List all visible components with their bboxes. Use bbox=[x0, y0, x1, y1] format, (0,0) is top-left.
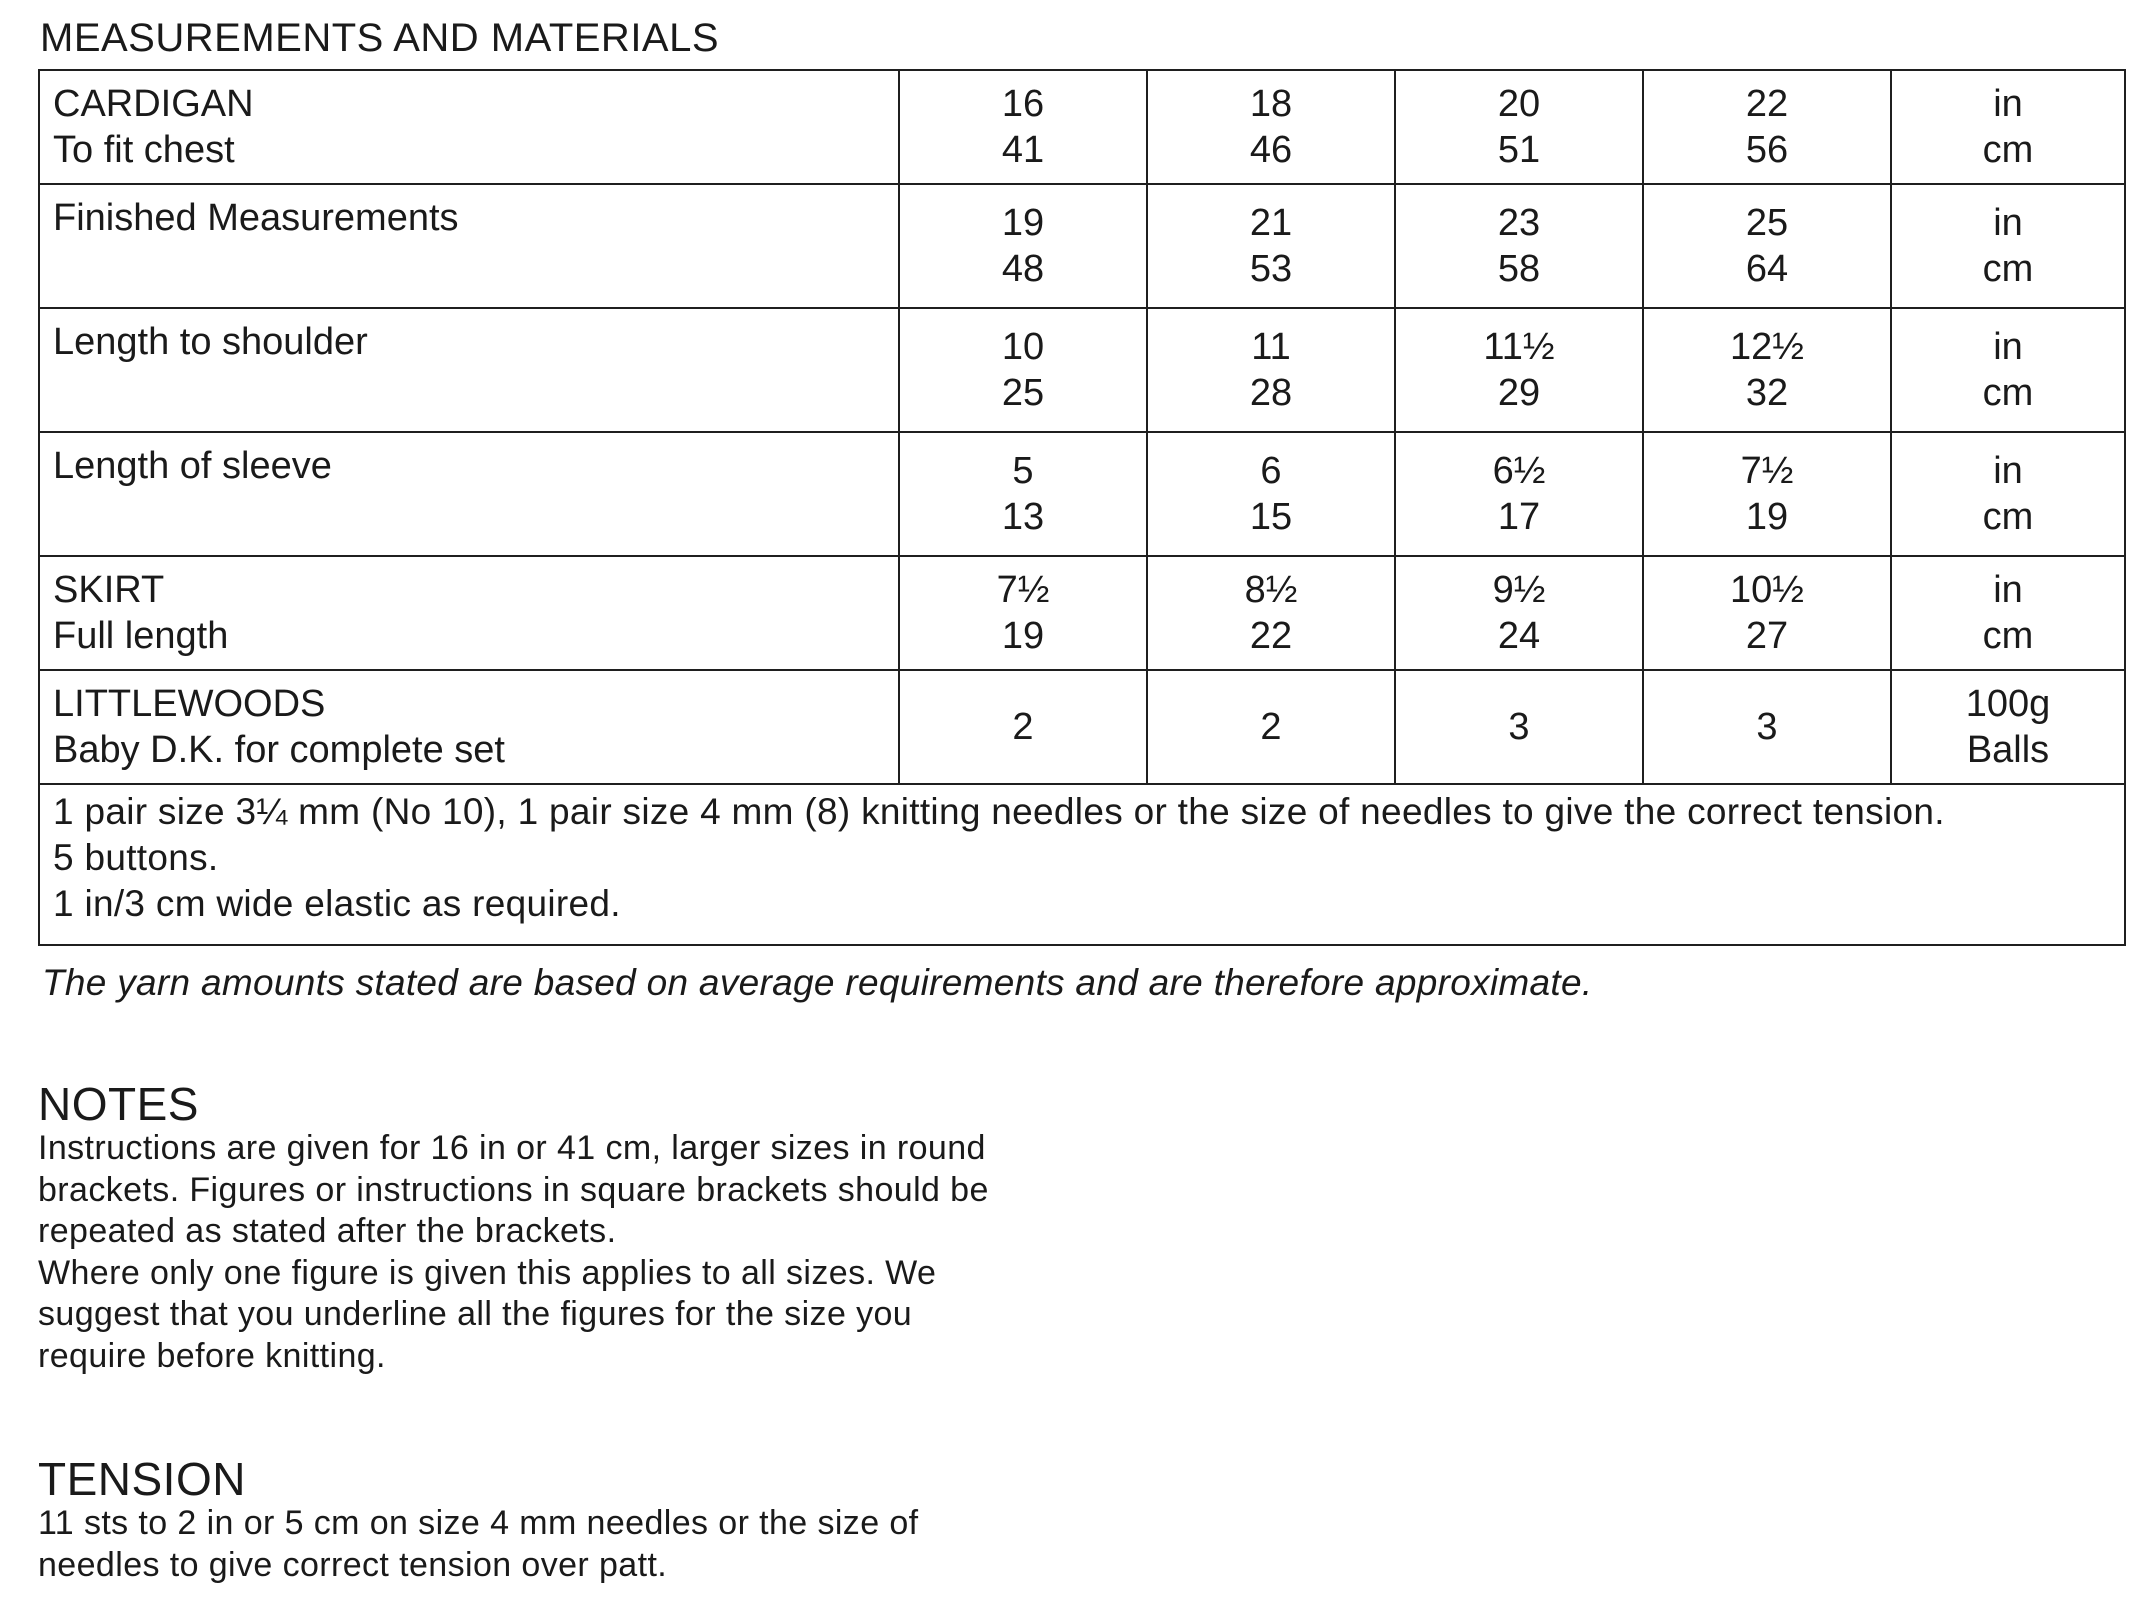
notes-line: brackets. Figures or instructions in square brackets should be bbox=[38, 1170, 989, 1209]
unit-line: cm bbox=[1982, 248, 2034, 290]
value-balls: 3 bbox=[1508, 706, 1530, 748]
value-in: 9½ bbox=[1492, 569, 1546, 611]
materials-cell bbox=[39, 784, 2125, 945]
unit-line: in bbox=[1993, 202, 2023, 244]
notes-line: Instructions are given for 16 in or 41 cm, larger sizes in round bbox=[38, 1129, 986, 1167]
row-label bbox=[39, 432, 899, 556]
value-cm: 41 bbox=[1001, 129, 1045, 171]
notes-heading: NOTES bbox=[38, 1078, 199, 1130]
value-in: 5 bbox=[1012, 450, 1034, 492]
value-cm: 28 bbox=[1249, 372, 1293, 414]
tension-heading: TENSION bbox=[38, 1453, 246, 1505]
value-balls: 3 bbox=[1756, 706, 1778, 748]
value-cm: 22 bbox=[1249, 615, 1293, 657]
size-cell bbox=[1147, 308, 1395, 432]
notes-line: repeated as stated after the brackets. bbox=[38, 1212, 617, 1250]
row-label bbox=[39, 70, 899, 184]
value-in: 16 bbox=[1001, 83, 1045, 125]
size-cell bbox=[899, 308, 1147, 432]
table-row-length-of-sleeve bbox=[39, 432, 2125, 556]
notes-line: suggest that you underline all the figures for the size you bbox=[38, 1295, 913, 1333]
unit-line: in bbox=[1993, 569, 2023, 611]
measurements-table bbox=[38, 69, 2126, 946]
value-in: 11 bbox=[1251, 326, 1291, 368]
value-cm: 17 bbox=[1497, 496, 1541, 538]
size-cell bbox=[1147, 70, 1395, 184]
materials-line: 1 in/3 cm wide elastic as required. bbox=[53, 883, 621, 924]
size-cell bbox=[1643, 556, 1891, 670]
value-cm: 13 bbox=[1001, 496, 1045, 538]
row-label bbox=[39, 670, 899, 784]
value-in: 20 bbox=[1497, 83, 1541, 125]
table-row-yarn bbox=[39, 670, 2125, 784]
value-in: 6 bbox=[1260, 450, 1282, 492]
value-in: 21 bbox=[1249, 202, 1293, 244]
size-cell bbox=[1147, 184, 1395, 308]
unit-line: 100g bbox=[1965, 683, 2051, 725]
value-in: 19 bbox=[1001, 202, 1045, 244]
value-in: 23 bbox=[1497, 202, 1541, 244]
unit-cell bbox=[1891, 556, 2125, 670]
size-cell bbox=[1395, 70, 1643, 184]
unit-cell bbox=[1891, 70, 2125, 184]
notes-line: Where only one figure is given this applies to all sizes. We bbox=[38, 1253, 937, 1292]
value-in: 7½ bbox=[1740, 450, 1794, 492]
table-row-skirt bbox=[39, 556, 2125, 670]
unit-line: in bbox=[1993, 450, 2023, 492]
size-cell bbox=[1643, 670, 1891, 784]
value-cm: 29 bbox=[1497, 372, 1541, 414]
value-in: 10½ bbox=[1730, 569, 1804, 611]
tension-line: 11 sts to 2 in or 5 cm on size 4 mm needles or the size of bbox=[38, 1504, 919, 1542]
value-cm: 32 bbox=[1745, 372, 1789, 414]
size-cell bbox=[1147, 432, 1395, 556]
size-cell bbox=[1643, 308, 1891, 432]
table-row-finished-measurements bbox=[39, 184, 2125, 308]
value-in: 22 bbox=[1745, 83, 1789, 125]
value-in: 6½ bbox=[1492, 450, 1546, 492]
value-cm: 64 bbox=[1745, 248, 1789, 290]
value-cm: 53 bbox=[1249, 248, 1293, 290]
materials-line: 5 buttons. bbox=[53, 837, 219, 878]
size-cell bbox=[899, 70, 1147, 184]
unit-cell bbox=[1891, 184, 2125, 308]
unit-cell bbox=[1891, 432, 2125, 556]
size-cell bbox=[1147, 556, 1395, 670]
unit-line: Balls bbox=[1966, 729, 2050, 771]
size-cell bbox=[1643, 70, 1891, 184]
notes-body bbox=[38, 1128, 1098, 1377]
row-label-line: Length to shoulder bbox=[53, 321, 368, 363]
row-label-line: Full length bbox=[53, 615, 229, 657]
row-label-line: Length of sleeve bbox=[53, 445, 332, 487]
value-cm: 19 bbox=[1745, 496, 1789, 538]
value-cm: 19 bbox=[1001, 615, 1045, 657]
value-cm: 46 bbox=[1249, 129, 1293, 171]
value-cm: 56 bbox=[1745, 129, 1789, 171]
unit-cell bbox=[1891, 308, 2125, 432]
size-cell bbox=[1395, 308, 1643, 432]
value-cm: 24 bbox=[1497, 615, 1541, 657]
yarn-note: The yarn amounts stated are based on average requirements and are therefore approximate. bbox=[42, 962, 1593, 1003]
size-cell bbox=[1395, 556, 1643, 670]
value-balls: 2 bbox=[1012, 706, 1034, 748]
table-row-cardigan bbox=[39, 70, 2125, 184]
value-cm: 25 bbox=[1001, 372, 1045, 414]
size-cell bbox=[899, 432, 1147, 556]
row-label-line: To fit chest bbox=[53, 129, 235, 171]
row-label-line: Finished Measurements bbox=[53, 197, 459, 239]
tension-body bbox=[38, 1503, 1098, 1586]
value-balls: 2 bbox=[1260, 706, 1282, 748]
table-row-materials bbox=[39, 784, 2125, 945]
unit-line: cm bbox=[1982, 372, 2034, 414]
unit-line: in bbox=[1993, 326, 2023, 368]
value-cm: 27 bbox=[1745, 615, 1789, 657]
page-title: MEASUREMENTS AND MATERIALS bbox=[40, 16, 720, 60]
unit-line: in bbox=[1993, 83, 2023, 125]
size-cell bbox=[1395, 184, 1643, 308]
notes-line: require before knitting. bbox=[38, 1336, 386, 1375]
value-cm: 51 bbox=[1497, 129, 1541, 171]
row-label bbox=[39, 556, 899, 670]
row-label-line: LITTLEWOODS bbox=[53, 683, 326, 725]
value-in: 25 bbox=[1745, 202, 1789, 244]
size-cell bbox=[1395, 432, 1643, 556]
row-label bbox=[39, 308, 899, 432]
size-cell bbox=[899, 670, 1147, 784]
unit-line: cm bbox=[1982, 129, 2034, 171]
size-cell bbox=[1643, 184, 1891, 308]
row-label-line: Baby D.K. for complete set bbox=[53, 729, 505, 771]
size-cell bbox=[899, 184, 1147, 308]
materials-line: 1 pair size 3¼ mm (No 10), 1 pair size 4 mm (8) knitting needles or the size of needles to give the correct tension. bbox=[53, 791, 1945, 832]
tension-line: needles to give correct tension over patt. bbox=[38, 1545, 668, 1584]
value-in: 18 bbox=[1249, 83, 1293, 125]
unit-line: cm bbox=[1982, 615, 2034, 657]
value-cm: 48 bbox=[1001, 248, 1045, 290]
row-label bbox=[39, 184, 899, 308]
value-in: 12½ bbox=[1730, 326, 1804, 368]
table-row-length-to-shoulder bbox=[39, 308, 2125, 432]
size-cell bbox=[899, 556, 1147, 670]
value-cm: 15 bbox=[1249, 496, 1293, 538]
value-in: 7½ bbox=[996, 569, 1050, 611]
value-in: 8½ bbox=[1244, 569, 1298, 611]
size-cell bbox=[1643, 432, 1891, 556]
value-in: 11½ bbox=[1483, 326, 1555, 368]
value-in: 10 bbox=[1001, 326, 1045, 368]
size-cell bbox=[1395, 670, 1643, 784]
size-cell bbox=[1147, 670, 1395, 784]
value-cm: 58 bbox=[1497, 248, 1541, 290]
row-label-line: SKIRT bbox=[53, 569, 165, 611]
unit-cell bbox=[1891, 670, 2125, 784]
unit-line: cm bbox=[1982, 496, 2034, 538]
row-label-line: CARDIGAN bbox=[53, 83, 254, 125]
